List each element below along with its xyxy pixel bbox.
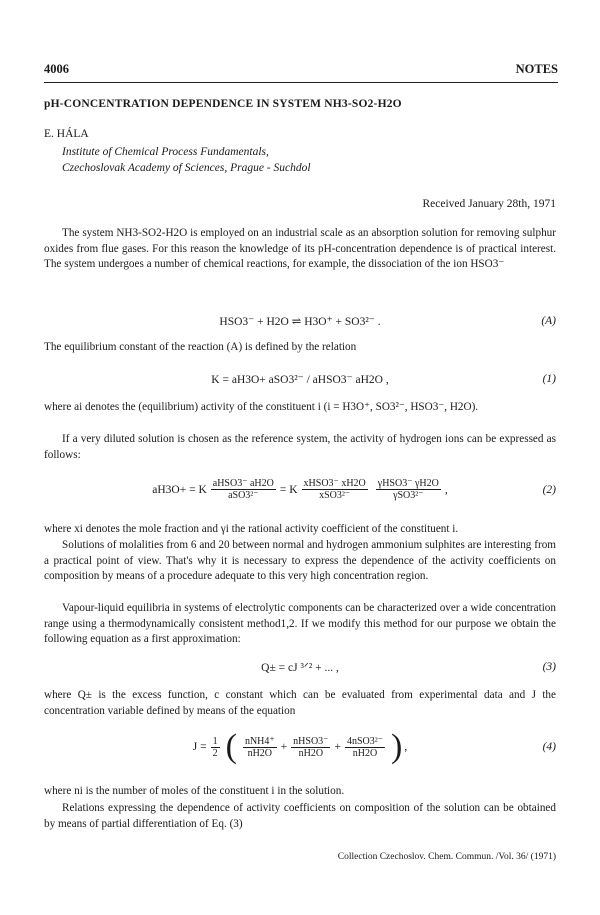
equation-A-label: (A) [541, 315, 556, 327]
equation-A-body: HSO3⁻ + H2O ⇌ H3O⁺ + SO3²⁻ . [219, 316, 381, 328]
paragraph-10: Relations expressing the dependence of activity coefficients on composition of the solution can be obtained by means of partial differentiation of Eq. (3) [44, 802, 556, 830]
equation-2-mid: = K [279, 483, 298, 496]
fraction-numerator: aHSO3⁻ aH2O [212, 478, 274, 489]
paragraph-8: where Q± is the excess function, c constant which can be evaluated from experimental data and J the concentration variable defined by means of the equation [44, 689, 556, 717]
paragraph-6: Solutions of molalities from 6 and 20 between normal and hydrogen ammonium sulphites are interesting from a practical point of view. That's why it is necessary to express the dependence of the activity coefficients on composition by means of a procedure adequate to this very high concentration region. [44, 539, 556, 582]
equation-4: J = $\frac{1}{2}$ ( $\frac{\text{nNH4⁺}}{nH2O}$ + $\frac{\text{nHSO3⁻}}{nH2O}$ + $\frac{\text{4nSO3²⁻}}{nH2O}$ ) , (4) [192, 728, 556, 765]
paragraph-9: where ni is the number of moles of the constituent i in the solution. [44, 785, 345, 797]
equation-2-label: (2) [542, 483, 556, 496]
page-number: 4006 [44, 62, 69, 76]
fraction-numerator: 4nSO3²⁻ [346, 735, 384, 747]
fraction-numerator: γHSO3⁻ γH2O [377, 478, 439, 489]
equation-2: aH3O+ = K $\frac{\text{aHSO3⁻ aH2O}}{\text{aSO3²⁻}}$ = K $\frac{\text{xHSO3⁻ xH2O}}{\text{xSO3²⁻}}$ $\frac{\text{γHSO3⁻ γH2O}}{\text{γSO3²⁻}}$ , (2) [152, 478, 556, 501]
equation-4-term-1 [243, 736, 277, 759]
equation-4-lhs: J = [192, 741, 207, 753]
right-paren: ) [391, 728, 403, 765]
journal-footer: Collection Czechoslov. Chem. Commun. /Vol. 36/ (1971) [337, 852, 556, 862]
equation-3-label: (3) [542, 661, 556, 673]
equation-1-label: (1) [542, 373, 556, 385]
fraction-denominator: nH2O [298, 747, 324, 759]
fraction-numerator: xHSO3⁻ xH2O [303, 478, 366, 489]
fraction-denominator: 2 [212, 747, 218, 759]
paragraph-5: where xi denotes the mole fraction and γi the rational activity coefficient of the constituent i. [44, 523, 459, 535]
equation-1-body: K = aH3O+ aSO3²⁻ / aHSO3⁻ aH2O , [211, 374, 389, 386]
affiliation-line-2: Czechoslovak Academy of Sciences, Prague - Suchdol [62, 162, 311, 174]
equation-4-term-3 [345, 736, 385, 759]
paragraph-1: The system NH3-SO2-H2O is employed on an industrial scale as an absorption solution for removing sulphur oxides from flue gases. For this reason the knowledge of its pH-concentration dependence is of practical interest. The system undergoes a number of chemical reactions, for example, the dissociation of the ion HSO3⁻ [44, 227, 556, 270]
author: E. HÁLA [44, 128, 89, 140]
section-label: NOTES [515, 62, 558, 76]
equation-4-half [211, 736, 220, 759]
equation-4-term-2 [291, 736, 330, 759]
article-title: pH-CONCENTRATION DEPENDENCE IN SYSTEM NH3-SO2-H2O [44, 98, 402, 110]
fraction-numerator: nHSO3⁻ [293, 735, 329, 747]
equation-2-fraction-1 [211, 478, 276, 501]
equation-3 [44, 660, 556, 674]
header-rule [44, 82, 558, 83]
running-header [44, 62, 558, 77]
equation-4-label: (4) [542, 741, 556, 753]
equation-A [44, 314, 556, 328]
equation-2-lhs: aH3O+ = K [152, 483, 207, 496]
fraction-denominator: nH2O [247, 747, 273, 759]
fraction-numerator: nNH4⁺ [244, 735, 275, 747]
paragraph-7: Vapour-liquid equilibria in systems of electrolytic components can be characterized over a wide concentration range using a thermodynamically consistent method1,2. If we modify this method for our purpose we obtain the following equation as a first approximation: [44, 602, 556, 645]
equation-2-fraction-3 [376, 478, 441, 501]
equation-1 [44, 372, 556, 386]
received-date: Received January 28th, 1971 [422, 198, 556, 210]
paragraph-4: If a very diluted solution is chosen as the reference system, the activity of hydrogen ions can be expressed as follows: [44, 433, 556, 461]
fraction-denominator: aSO3²⁻ [228, 490, 259, 501]
fraction-denominator: γSO3²⁻ [393, 490, 424, 501]
affiliation-line-1: Institute of Chemical Process Fundamentals, [62, 146, 269, 158]
fraction-denominator: nH2O [352, 747, 378, 759]
fraction-denominator: xSO3²⁻ [319, 490, 351, 501]
equation-3-body: Q± = cJ ³ᐟ² + ... , [261, 662, 339, 674]
fraction-numerator: 1 [212, 735, 218, 747]
equation-2-fraction-2 [302, 478, 368, 501]
paragraph-2: The equilibrium constant of the reaction (A) is defined by the relation [44, 341, 357, 353]
left-paren: ( [225, 728, 237, 765]
paragraph-3: where ai denotes the (equilibrium) activity of the constituent i (i = H3O⁺, SO3²⁻, HSO3⁻, H2O). [44, 401, 479, 413]
